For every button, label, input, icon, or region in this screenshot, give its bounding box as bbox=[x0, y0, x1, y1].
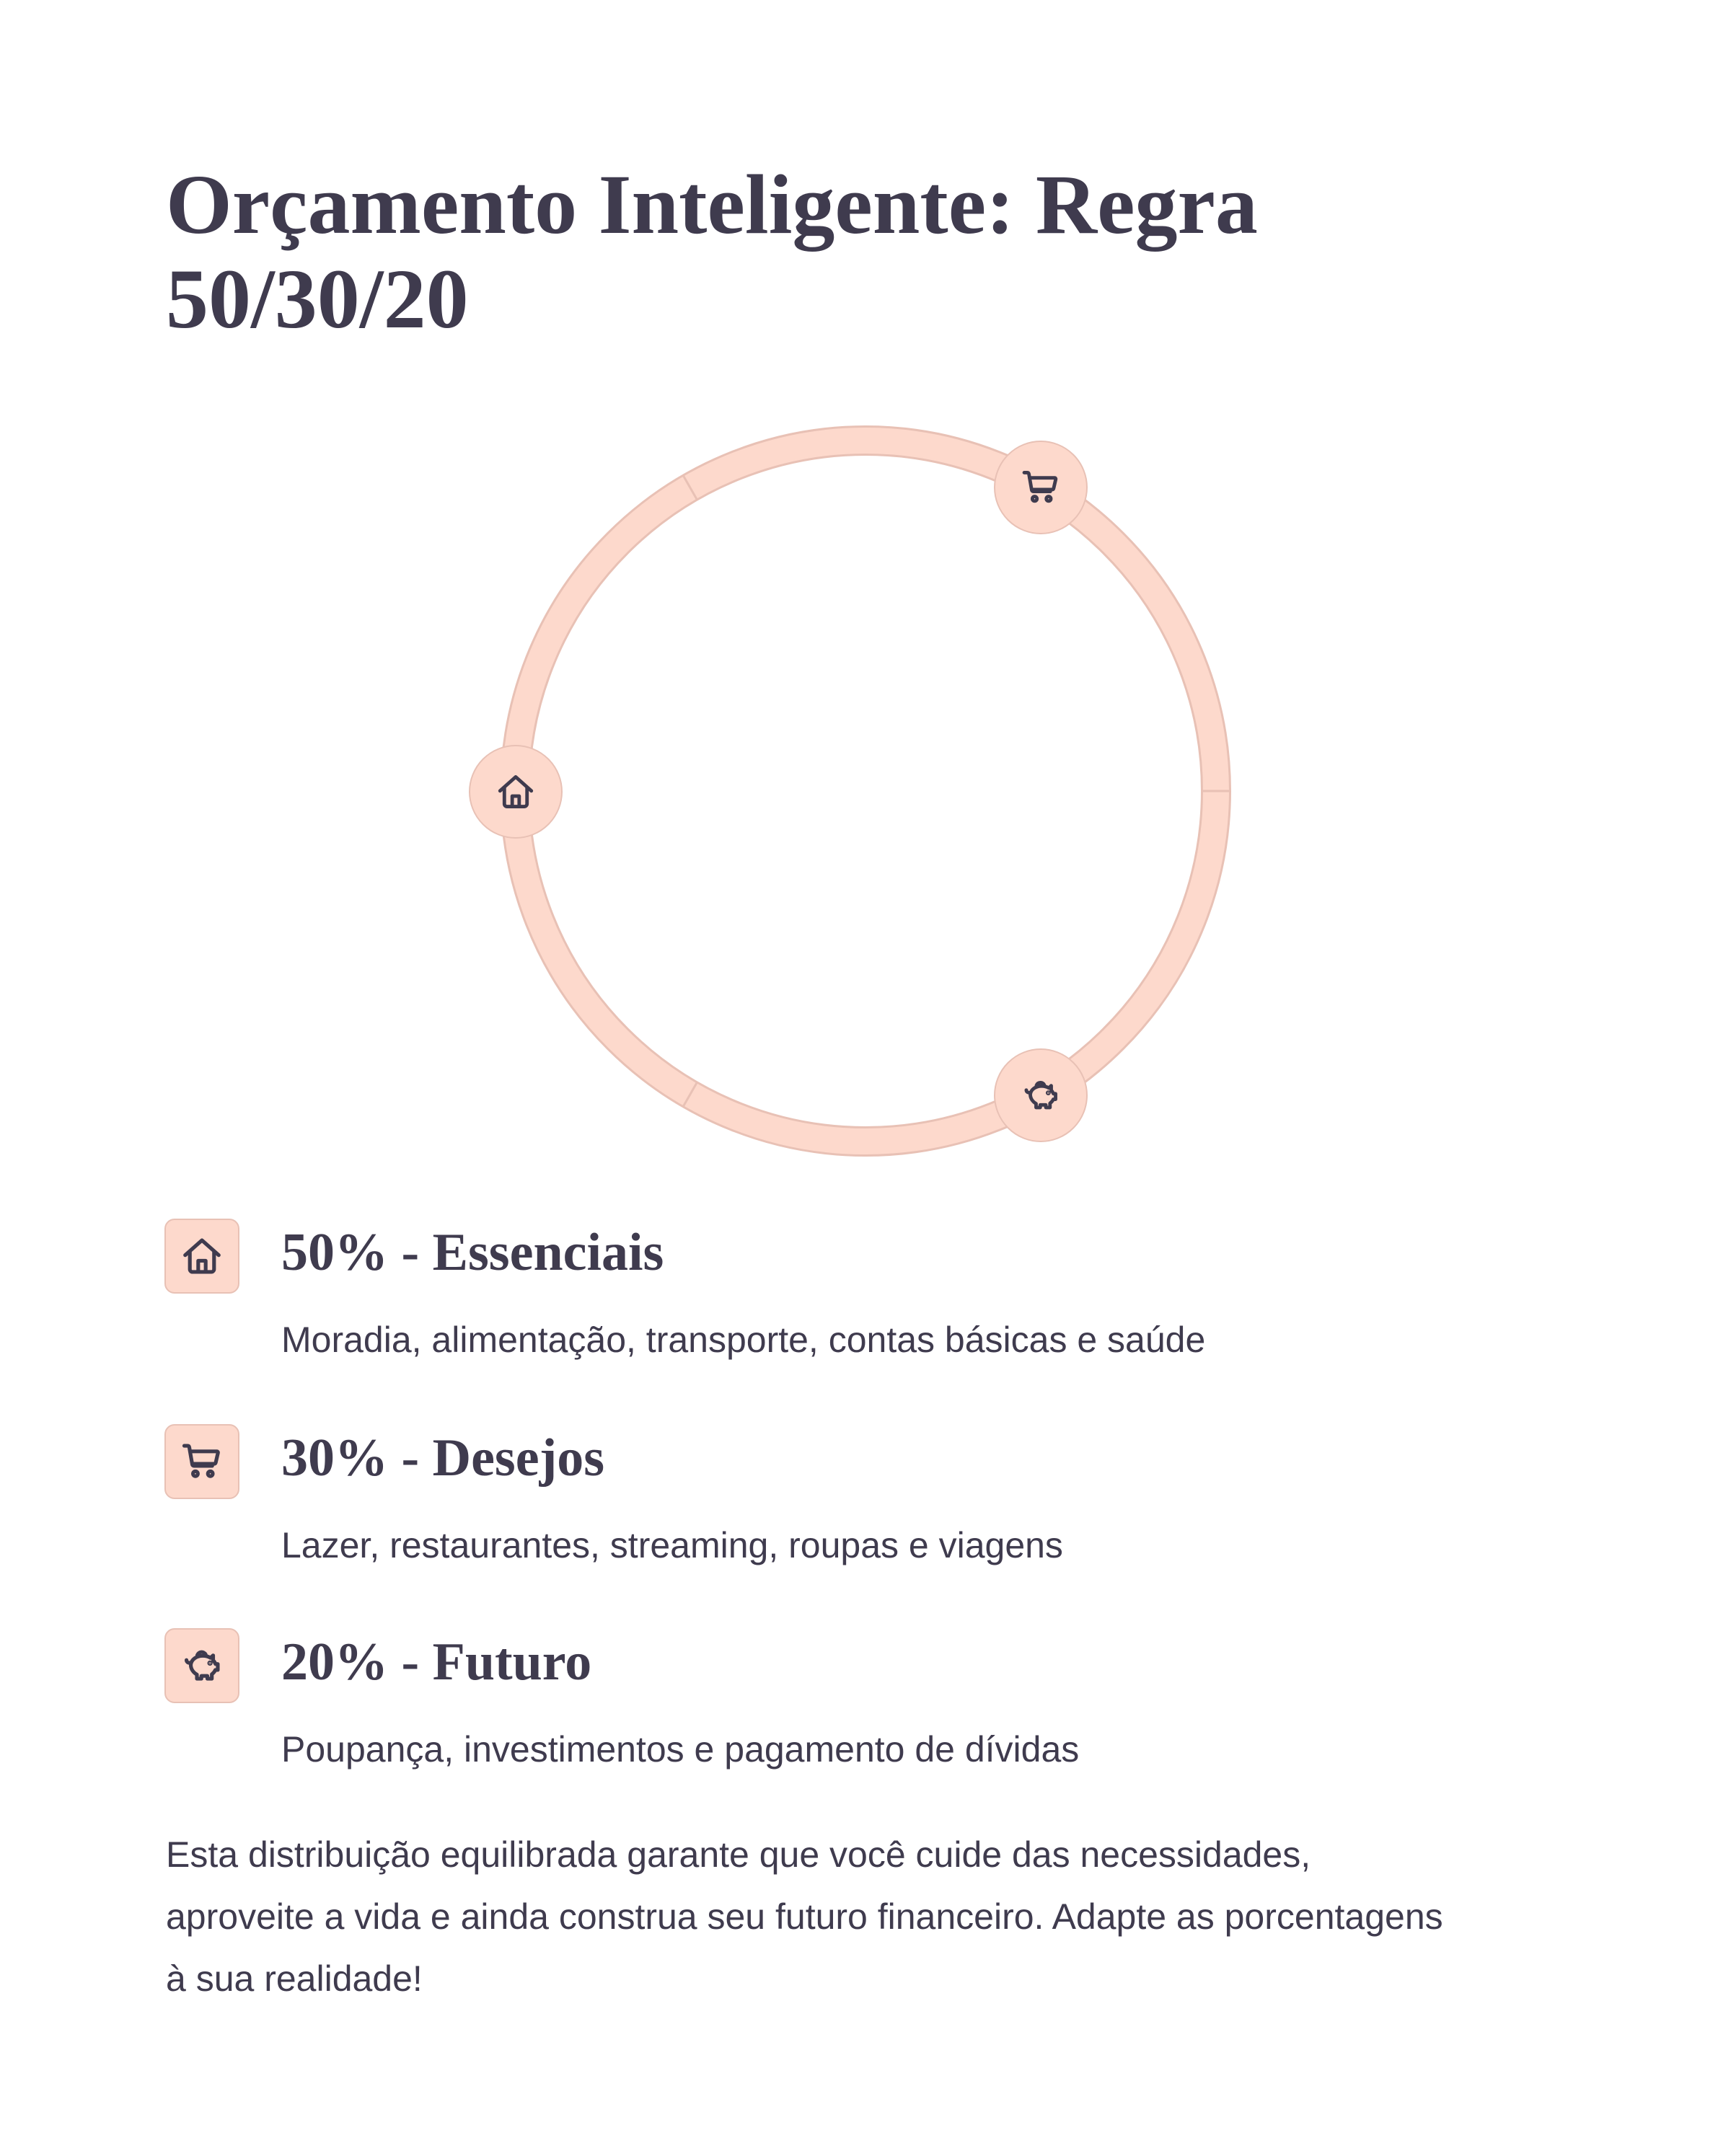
list-item-desejos bbox=[164, 1424, 1535, 1604]
item-heading: 50% - Essenciais bbox=[281, 1223, 664, 1282]
summary-paragraph: Esta distribuição equilibrada garante que você cuide das necessidades, aproveite a vida e ainda construa seu futuro financeiro. Adapte as porcentagens à sua realidade! bbox=[166, 1834, 1443, 1999]
house-icon bbox=[180, 1234, 224, 1278]
page-title: Orçamento Inteligente: Regra 50/30/20 bbox=[166, 157, 1258, 346]
item-icon-box bbox=[164, 1219, 239, 1294]
piggy-bank-icon bbox=[180, 1643, 224, 1688]
ring-marker-desejos bbox=[994, 441, 1088, 534]
piggy-bank-icon bbox=[1020, 1074, 1062, 1116]
item-description: Moradia, alimentação, transporte, contas básicas e saúde bbox=[281, 1320, 1206, 1360]
item-icon-box bbox=[164, 1628, 239, 1703]
item-description: Lazer, restaurantes, streaming, roupas e viagens bbox=[281, 1525, 1063, 1565]
list-item-essenciais bbox=[164, 1219, 1535, 1399]
list-item-futuro bbox=[164, 1628, 1535, 1808]
shopping-cart-icon bbox=[180, 1439, 224, 1484]
item-description: Poupança, investimentos e pagamento de dívidas bbox=[281, 1729, 1080, 1770]
item-icon-box bbox=[164, 1424, 239, 1499]
ring-marker-essenciais bbox=[469, 745, 563, 839]
house-icon bbox=[495, 771, 537, 813]
item-heading: 30% - Desejos bbox=[281, 1428, 605, 1488]
shopping-cart-icon bbox=[1020, 467, 1062, 508]
ring-marker-futuro bbox=[994, 1048, 1088, 1142]
item-heading: 20% - Futuro bbox=[281, 1633, 592, 1692]
